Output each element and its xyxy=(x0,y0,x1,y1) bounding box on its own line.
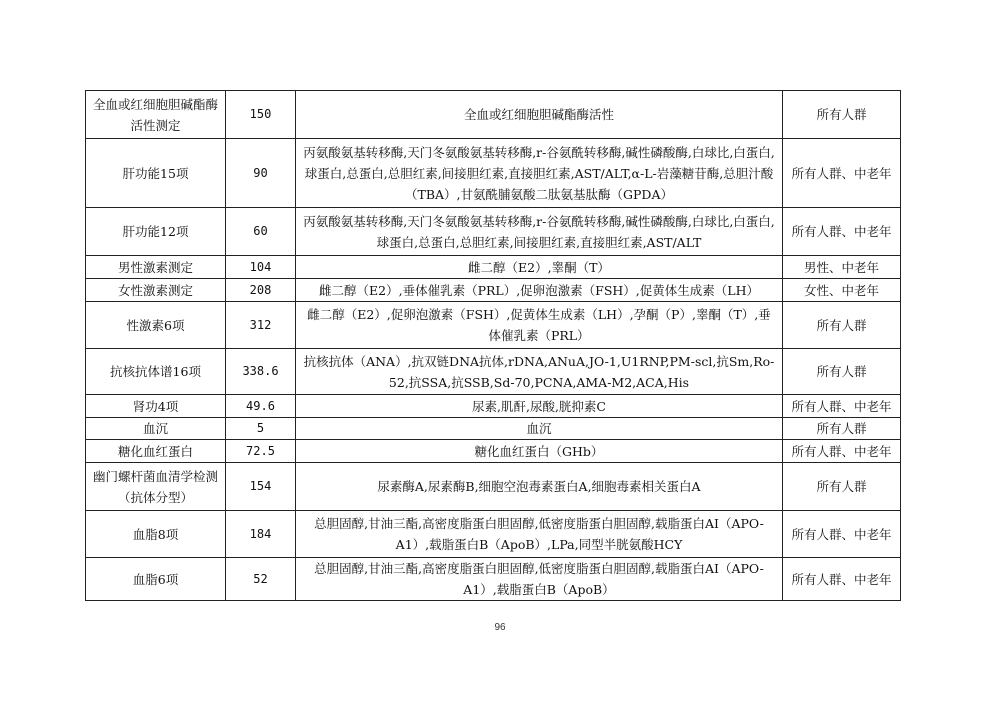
item-price: 312 xyxy=(226,302,296,349)
item-content: 全血或红细胞胆碱酯酶活性 xyxy=(296,91,783,139)
table-row xyxy=(86,349,901,395)
item-price: 338.6 xyxy=(226,349,296,395)
item-name: 全血或红细胞胆碱酯酶活性测定 xyxy=(86,91,226,139)
table-row xyxy=(86,395,901,418)
item-price: 72.5 xyxy=(226,440,296,463)
item-crowd: 所有人群 xyxy=(783,349,901,395)
item-content: 总胆固醇,甘油三酯,高密度脂蛋白胆固醇,低密度脂蛋白胆固醇,载脂蛋白AI（APO-A1）,载脂蛋白B（ApoB）,LPa,同型半胱氨酸HCY xyxy=(296,511,783,558)
item-content: 雌二醇（E2）,促卵泡激素（FSH）,促黄体生成素（LH）,孕酮（P）,睾酮（T）,垂体催乳素（PRL） xyxy=(296,302,783,349)
item-name: 血脂8项 xyxy=(86,511,226,558)
table-row xyxy=(86,256,901,279)
item-name: 性激素6项 xyxy=(86,302,226,349)
item-price: 184 xyxy=(226,511,296,558)
item-price: 49.6 xyxy=(226,395,296,418)
item-content: 总胆固醇,甘油三酯,高密度脂蛋白胆固醇,低密度脂蛋白胆固醇,载脂蛋白AI（APO-A1）,载脂蛋白B（ApoB） xyxy=(296,558,783,601)
page-number: 96 xyxy=(494,622,506,633)
item-crowd: 女性、中老年 xyxy=(783,279,901,302)
item-crowd: 所有人群、中老年 xyxy=(783,395,901,418)
item-name: 肝功能12项 xyxy=(86,208,226,256)
item-crowd: 所有人群、中老年 xyxy=(783,558,901,601)
item-content: 雌二醇（E2）,睾酮（T） xyxy=(296,256,783,279)
item-content: 丙氨酸氨基转移酶,天门冬氨酸氨基转移酶,r-谷氨酰转移酶,碱性磷酸酶,白球比,白蛋白,球蛋白,总蛋白,总胆红素,间接胆红素,直接胆红素,AST/ALT,α-L-岩藻糖苷酶,总胆汁酸（TBA）,甘氨酰脯氨酸二肽氨基肽酶（GPDA） xyxy=(296,139,783,208)
table-row xyxy=(86,440,901,463)
item-crowd: 男性、中老年 xyxy=(783,256,901,279)
table-row xyxy=(86,302,901,349)
table-row xyxy=(86,279,901,302)
item-name: 男性激素测定 xyxy=(86,256,226,279)
table-row xyxy=(86,139,901,208)
item-crowd: 所有人群 xyxy=(783,418,901,440)
item-crowd: 所有人群、中老年 xyxy=(783,440,901,463)
item-crowd: 所有人群、中老年 xyxy=(783,139,901,208)
item-crowd: 所有人群 xyxy=(783,463,901,511)
table-row xyxy=(86,91,901,139)
item-content: 抗核抗体（ANA）,抗双链DNA抗体,rDNA,ANuA,JO-1,U1RNP,PM-scl,抗Sm,Ro-52,抗SSA,抗SSB,Sd-70,PCNA,AMA-M2,ACA,His xyxy=(296,349,783,395)
item-price: 150 xyxy=(226,91,296,139)
item-crowd: 所有人群 xyxy=(783,302,901,349)
item-crowd: 所有人群、中老年 xyxy=(783,511,901,558)
table-row xyxy=(86,511,901,558)
item-name: 血脂6项 xyxy=(86,558,226,601)
item-content: 尿素,肌酐,尿酸,胱抑素C xyxy=(296,395,783,418)
item-content: 血沉 xyxy=(296,418,783,440)
item-name: 肾功4项 xyxy=(86,395,226,418)
item-name: 幽门螺杆菌血清学检测（抗体分型） xyxy=(86,463,226,511)
item-content: 糖化血红蛋白（GHb） xyxy=(296,440,783,463)
item-price: 52 xyxy=(226,558,296,601)
item-name: 血沉 xyxy=(86,418,226,440)
table-row xyxy=(86,208,901,256)
item-crowd: 所有人群 xyxy=(783,91,901,139)
item-price: 208 xyxy=(226,279,296,302)
table-row xyxy=(86,558,901,601)
item-name: 糖化血红蛋白 xyxy=(86,440,226,463)
item-price: 5 xyxy=(226,418,296,440)
item-name: 抗核抗体谱16项 xyxy=(86,349,226,395)
item-name: 肝功能15项 xyxy=(86,139,226,208)
item-name: 女性激素测定 xyxy=(86,279,226,302)
item-crowd: 所有人群、中老年 xyxy=(783,208,901,256)
table-row xyxy=(86,418,901,440)
item-content: 丙氨酸氨基转移酶,天门冬氨酸氨基转移酶,r-谷氨酰转移酶,碱性磷酸酶,白球比,白蛋白,球蛋白,总蛋白,总胆红素,间接胆红素,直接胆红素,AST/ALT xyxy=(296,208,783,256)
item-content: 尿素酶A,尿素酶B,细胞空泡毒素蛋白A,细胞毒素相关蛋白A xyxy=(296,463,783,511)
exam-items-table xyxy=(85,90,901,601)
table-row xyxy=(86,463,901,511)
item-price: 60 xyxy=(226,208,296,256)
item-price: 90 xyxy=(226,139,296,208)
item-price: 154 xyxy=(226,463,296,511)
item-content: 雌二醇（E2）,垂体催乳素（PRL）,促卵泡激素（FSH）,促黄体生成素（LH） xyxy=(296,279,783,302)
item-price: 104 xyxy=(226,256,296,279)
